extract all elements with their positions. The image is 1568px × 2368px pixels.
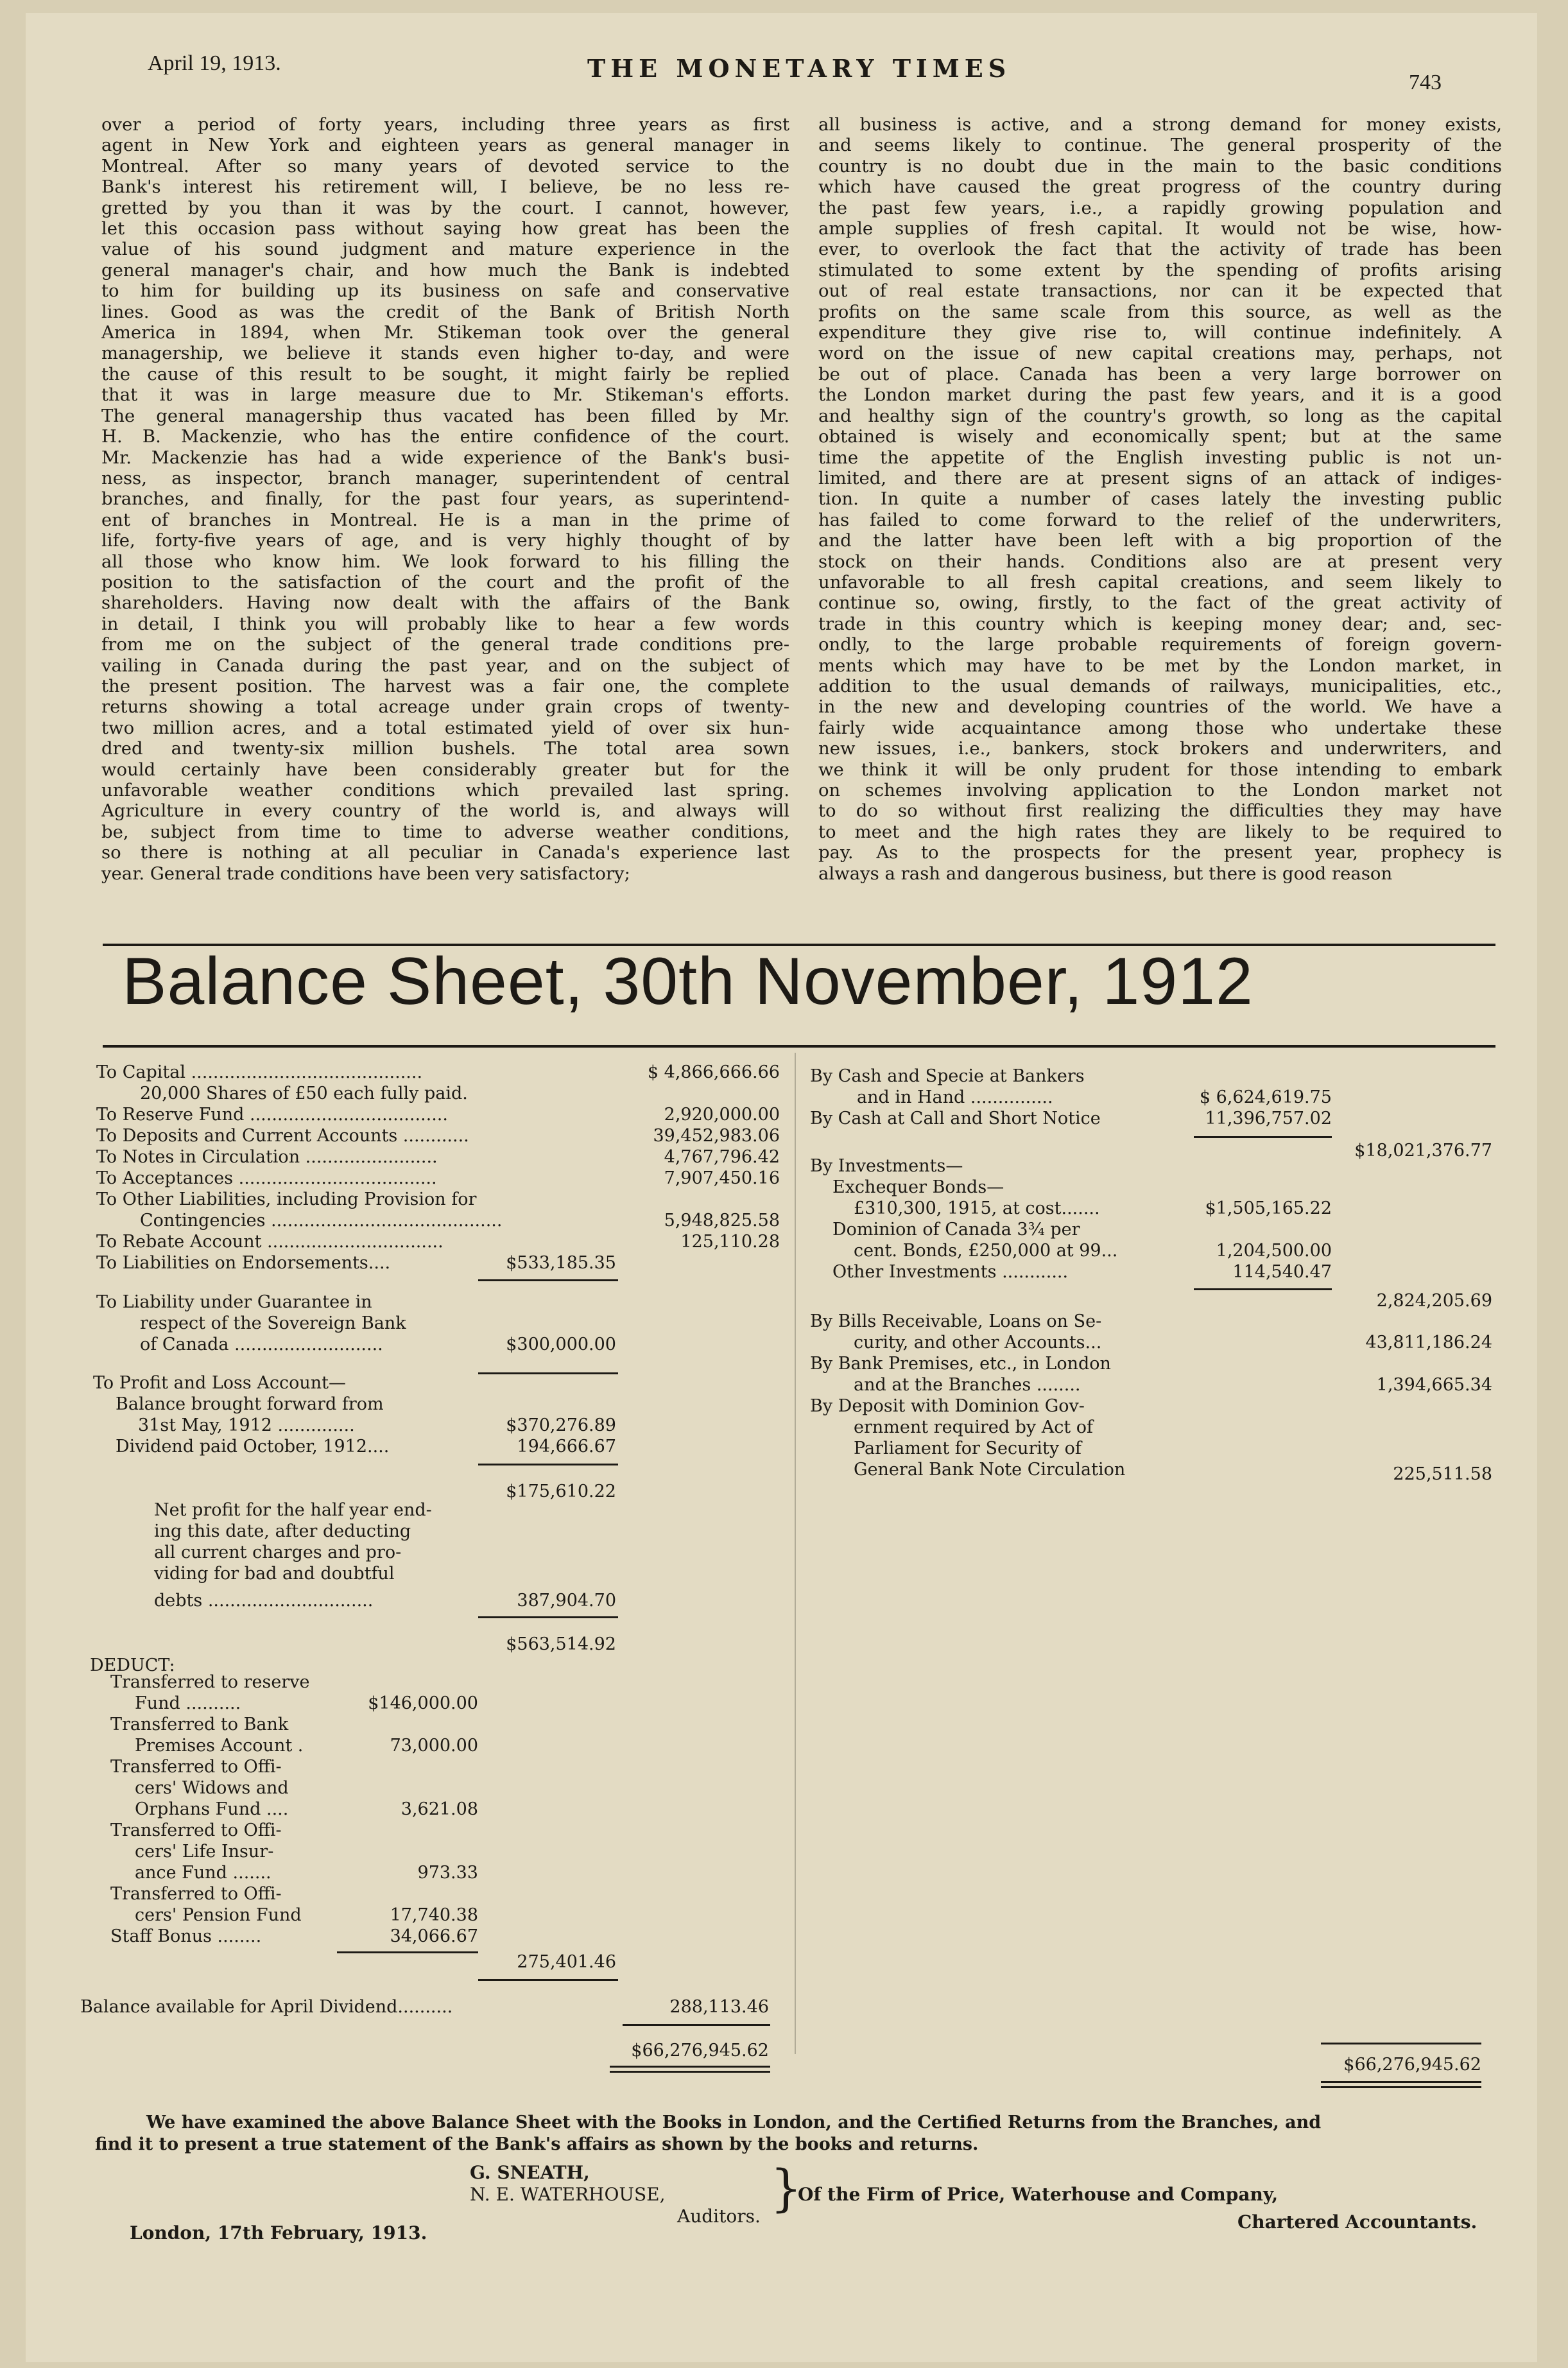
deduct-widows-label: Transferred to Offi- — [110, 1757, 282, 1777]
deduct-life-label-2: cers' Life Insur- — [135, 1842, 274, 1862]
article-line: so there is nothing at all peculiar in Canada's experience last — [101, 842, 789, 863]
profit-loss-subtotal: $175,610.22 — [506, 1482, 616, 1501]
underline — [478, 1464, 618, 1465]
capital-label: To Capital .......................................... — [96, 1062, 423, 1082]
deduct-widows-value: 3,621.08 — [401, 1799, 478, 1819]
article-line: expenditure they give rise to, will continue indefinitely. A — [818, 322, 1502, 343]
double-underline — [1321, 2086, 1481, 2088]
guarantee-label-2: respect of the Sovereign Bank — [140, 1313, 406, 1333]
article-left-column — [101, 114, 789, 884]
underline — [478, 1616, 618, 1618]
underline — [1194, 1136, 1332, 1138]
article-line: unfavorable weather conditions which prevailed last spring. — [101, 780, 789, 800]
govt-deposit-label-4: General Bank Note Circulation — [854, 1460, 1126, 1480]
article-line: dred and twenty-six million bushels. The total area sown — [101, 738, 789, 759]
deduct-heading: DEDUCT: — [90, 1655, 175, 1675]
cash-specie-label-2: and in Hand ............... — [857, 1087, 1053, 1107]
article-line: shareholders. Having now dealt with the affairs of the Bank — [101, 592, 789, 614]
article-line: country is no doubt due in the main to the basic conditions — [818, 155, 1502, 177]
page-number: 743 — [1409, 71, 1442, 94]
firm-name: Of the Firm of Price, Waterhouse and Company, — [798, 2184, 1279, 2205]
bank-premises-label-2: and at the Branches ........ — [854, 1375, 1081, 1395]
article-line: lines. Good as was the credit of the Bank of British North — [101, 301, 789, 322]
balance-forward-label: Balance brought forward from — [116, 1394, 384, 1414]
deduct-premises-label: Transferred to Bank — [110, 1715, 289, 1734]
underline — [478, 1372, 618, 1374]
deduct-reserve-label: Transferred to reserve — [110, 1672, 310, 1692]
acceptances-value: 7,907,450.16 — [664, 1168, 780, 1188]
exchequer-value: $1,505,165.22 — [1205, 1198, 1332, 1218]
reserve-fund-value: 2,920,000.00 — [664, 1105, 780, 1125]
staff-bonus-value: 34,066.67 — [390, 1926, 478, 1946]
article-line: which have caused the great progress of the country during — [818, 177, 1502, 198]
article-line: out of real estate transactions, nor can it be expected that — [818, 281, 1502, 302]
article-line: stimulated to some extent by the spending of profits arising — [818, 259, 1502, 281]
govt-deposit-label: By Deposit with Dominion Gov- — [810, 1396, 1085, 1416]
assets-grand-total: $66,276,945.62 — [1343, 2055, 1481, 2075]
net-profit-label-1: Net profit for the half year end- — [154, 1500, 432, 1520]
balance-forward-value: $370,276.89 — [506, 1415, 616, 1435]
article-line: let this occasion pass without saying how great has been the — [101, 218, 789, 239]
deduct-widows-label-3: Orphans Fund .... — [135, 1799, 289, 1819]
endorsements-value: $533,185.35 — [506, 1253, 616, 1273]
article-line: fairly wide acquaintance among those who undertake these — [818, 717, 1502, 738]
deduct-pension-label-2: cers' Pension Fund — [135, 1905, 302, 1925]
article-line: the past few years, i.e., a rapidly growing population and — [818, 197, 1502, 218]
rebate-label: To Rebate Account ................................ — [96, 1232, 444, 1252]
article-line: all business is active, and a strong demand for money exists, — [818, 114, 1502, 135]
other-investments-label: Other Investments ............ — [832, 1262, 1069, 1282]
deduct-reserve-label-2: Fund .......... — [135, 1693, 241, 1713]
article-line: all those who know him. We look forward to his filling the — [101, 551, 789, 572]
cash-call-value: 11,396,757.02 — [1205, 1109, 1332, 1128]
deposits-value: 39,452,983.06 — [653, 1126, 780, 1146]
brace: } — [770, 2160, 802, 2218]
bank-premises-value: 1,394,665.34 — [1376, 1375, 1492, 1395]
article-line: we think it will be only prudent for those intending to embark — [818, 759, 1502, 780]
article-line: be out of place. Canada has been a very large borrower on — [818, 363, 1502, 385]
exchequer-detail: £310,300, 1915, at cost....... — [854, 1198, 1100, 1218]
net-total-value: $563,514.92 — [506, 1634, 616, 1654]
govt-deposit-label-2: ernment required by Act of — [854, 1417, 1094, 1437]
net-profit-label-4: viding for bad and doubtful — [154, 1564, 395, 1584]
deduct-premises-value: 73,000.00 — [390, 1736, 478, 1756]
article-line: trade in this country which is keeping money dear; and, sec- — [818, 613, 1502, 634]
rebate-value: 125,110.28 — [680, 1232, 780, 1252]
shares-note: 20,000 Shares of £50 each fully paid. — [140, 1084, 468, 1103]
other-liabilities-label: To Other Liabilities, including Provision for — [96, 1189, 477, 1209]
deduct-pension-value: 17,740.38 — [390, 1905, 478, 1925]
article-line: life, forty-five years of age, and is very highly thought of by — [101, 530, 789, 551]
bills-receivable-label-2: curity, and other Accounts... — [854, 1333, 1102, 1353]
deposits-label: To Deposits and Current Accounts ............ — [96, 1126, 469, 1146]
article-line: ondly, to the large probable requirements of foreign govern- — [818, 634, 1502, 655]
article-line: continue so, owing, firstly, to the fact of the great activity of — [818, 592, 1502, 614]
deduct-total-value: 275,401.46 — [517, 1952, 616, 1972]
underline — [1194, 1288, 1332, 1290]
exchequer-label: Exchequer Bonds— — [832, 1177, 1004, 1197]
double-underline — [610, 2071, 770, 2073]
cash-total-value: $18,021,376.77 — [1354, 1141, 1492, 1161]
article-line: the cause of this result to be sought, it might fairly be replied — [101, 363, 789, 385]
article-line: ness, as inspector, branch manager, superintendent of central — [101, 467, 789, 488]
underline — [478, 1279, 618, 1281]
guarantee-label-3: of Canada ........................... — [140, 1335, 383, 1354]
deduct-life-label: Transferred to Offi- — [110, 1820, 282, 1840]
net-profit-value: 387,904.70 — [517, 1591, 616, 1611]
underline — [337, 1951, 478, 1953]
govt-deposit-label-3: Parliament for Security of — [854, 1439, 1081, 1458]
other-liabilities-label-2: Contingencies .......................................... — [140, 1211, 503, 1231]
deduct-life-value: 973.33 — [417, 1863, 478, 1883]
article-line: The general managership thus vacated has been filled by Mr. — [101, 405, 789, 426]
auditors-label: Auditors. — [677, 2206, 761, 2227]
article-line: Mr. Mackenzie has had a wide experience of the Bank's busi- — [101, 447, 789, 468]
notes-label: To Notes in Circulation ........................ — [96, 1147, 438, 1167]
guarantee-label: To Liability under Guarantee in — [96, 1292, 372, 1312]
double-underline — [610, 2066, 770, 2068]
article-line: Montreal. After so many years of devoted service to the — [101, 155, 789, 177]
other-liabilities-value: 5,948,825.58 — [664, 1211, 780, 1231]
article-line: ever, to overlook the fact that the activity of trade has been — [818, 239, 1502, 260]
dominion-bonds-label: Dominion of Canada 3¾ per — [832, 1220, 1080, 1240]
balance-available-value: 288,113.46 — [669, 1997, 769, 2017]
article-line: and the latter have been left with a big proportion of the — [818, 530, 1502, 551]
article-line: from me on the subject of the general trade conditions pre- — [101, 634, 789, 655]
cash-specie-value: $ 6,624,619.75 — [1199, 1087, 1332, 1107]
double-underline — [1321, 2081, 1481, 2083]
audit-statement-1: We have examined the above Balance Sheet with the Books in London, and the Certified Returns from the Branches, and — [146, 2113, 1322, 2132]
net-profit-label-3: all current charges and pro- — [154, 1543, 402, 1562]
article-right-column — [818, 114, 1502, 884]
cash-specie-label: By Cash and Specie at Bankers — [810, 1066, 1085, 1086]
article-line: the present position. The harvest was a fair one, the complete — [101, 675, 789, 696]
article-line: on schemes involving application to the London market not — [818, 780, 1502, 800]
article-line: managership, we believe it stands even higher to-day, and were — [101, 343, 789, 364]
endorsements-label: To Liabilities on Endorsements.... — [96, 1253, 391, 1273]
article-line: in the new and developing countries of the world. We have a — [818, 696, 1502, 718]
article-line: that it was in large measure due to Mr. Stikeman's efforts. — [101, 385, 789, 406]
bills-receivable-value: 43,811,186.24 — [1365, 1333, 1492, 1353]
reserve-fund-label: To Reserve Fund .................................... — [96, 1105, 448, 1125]
dominion-bonds-value: 1,204,500.00 — [1216, 1241, 1332, 1261]
balance-sheet-title: Balance Sheet, 30th November, 1912 — [122, 944, 1254, 1019]
audit-statement-2: find it to present a true statement of the Bank's affairs as shown by the books and returns. — [95, 2134, 979, 2154]
article-line: new issues, i.e., bankers, stock brokers and underwriters, and — [818, 738, 1502, 759]
article-line: addition to the usual demands of railways, municipalities, etc., — [818, 675, 1502, 696]
article-line: Bank's interest his retirement will, I believe, be no less re- — [101, 177, 789, 198]
investments-total-value: 2,824,205.69 — [1376, 1291, 1492, 1311]
article-line: ent of branches in Montreal. He is a man in the prime of — [101, 509, 789, 530]
article-line: limited, and there are at present signs of an attack of indiges- — [818, 467, 1502, 488]
article-line: has failed to come forward to the relief of the underwriters, — [818, 509, 1502, 530]
cash-call-label: By Cash at Call and Short Notice — [810, 1109, 1101, 1128]
article-line: pay. As to the prospects for the present year, prophecy is — [818, 842, 1502, 863]
deduct-life-label-3: ance Fund ....... — [135, 1863, 271, 1883]
article-line: position to the satisfaction of the court and the profit of the — [101, 571, 789, 592]
article-line: general manager's chair, and how much the Bank is indebted — [101, 259, 789, 281]
article-line: two million acres, and a total estimated yield of over six hun- — [101, 717, 789, 738]
article-line: unfavorable to all fresh capital creations, and seem likely to — [818, 571, 1502, 592]
article-line: would certainly have been considerably greater but for the — [101, 759, 789, 780]
article-line: stock on their hands. Conditions also are at present very — [818, 551, 1502, 572]
article-line: agent in New York and eighteen years as general manager in — [101, 135, 789, 156]
article-line: to do so without first realizing the difficulties they may have — [818, 800, 1502, 822]
govt-deposit-value: 225,511.58 — [1393, 1464, 1492, 1484]
liabilities-grand-total: $66,276,945.62 — [631, 2041, 769, 2061]
article-line: be, subject from time to time to adverse weather conditions, — [101, 821, 789, 842]
dividend-paid-label: Dividend paid October, 1912.... — [116, 1437, 390, 1456]
bank-premises-label: By Bank Premises, etc., in London — [810, 1354, 1111, 1374]
article-line: the London market during the past few years, and it is a good — [818, 385, 1502, 406]
article-line: branches, and finally, for the past four years, as superintend- — [101, 488, 789, 510]
article-line: America in 1894, when Mr. Stikeman took over the general — [101, 322, 789, 343]
article-line: and healthy sign of the country's growth, so long as the capital — [818, 405, 1502, 426]
article-line: to meet and the high rates they are likely to be required to — [818, 821, 1502, 842]
article-line: vailing in Canada during the past year, and on the subject of — [101, 655, 789, 676]
underline — [623, 2024, 770, 2026]
balance-forward-date: 31st May, 1912 .............. — [138, 1415, 355, 1435]
bills-receivable-label: By Bills Receivable, Loans on Se- — [810, 1311, 1102, 1331]
underline — [1321, 2043, 1481, 2044]
firm-title: Chartered Accountants. — [1237, 2211, 1478, 2233]
notes-value: 4,767,796.42 — [664, 1147, 780, 1167]
capital-value: $ 4,866,666.66 — [647, 1062, 780, 1082]
article-line: H. B. Mackenzie, who has the entire confidence of the court. — [101, 426, 789, 447]
article-line: gretted by you than it was by the court. I cannot, however, — [101, 197, 789, 218]
deduct-pension-label: Transferred to Offi- — [110, 1884, 282, 1904]
article-line: obtained is wisely and economically spent; but at the same — [818, 426, 1502, 447]
profit-loss-label: To Profit and Loss Account— — [93, 1373, 346, 1393]
article-line: tion. In quite a number of cases lately the investing public — [818, 488, 1502, 510]
article-line: always a rash and dangerous business, but there is good reason — [818, 863, 1393, 884]
auditor-waterhouse: N. E. WATERHOUSE, — [470, 2184, 666, 2205]
article-line: profits on the same scale from this source, as well as the — [818, 301, 1502, 322]
article-line: word on the issue of new capital creations may, perhaps, not — [818, 343, 1502, 364]
net-profit-label-5: debts .............................. — [154, 1591, 374, 1611]
section-rule-bottom — [103, 1045, 1495, 1048]
dominion-bonds-label-2: cent. Bonds, £250,000 at 99... — [854, 1241, 1118, 1261]
article-line: and seems likely to continue. The general prosperity of the — [818, 135, 1502, 156]
dividend-paid-value: 194,666.67 — [517, 1437, 616, 1456]
article-line: ample supplies of fresh capital. It would not be wise, how- — [818, 218, 1502, 239]
article-line: over a period of forty years, including three years as first — [101, 114, 789, 135]
article-line: returns showing a total acreage under grain crops of twenty- — [101, 696, 789, 718]
issue-date: April 19, 1913. — [148, 51, 281, 75]
deduct-widows-label-2: cers' Widows and — [135, 1778, 289, 1798]
net-profit-label-2: ing this date, after deducting — [154, 1521, 411, 1541]
column-separator — [795, 1053, 796, 2054]
guarantee-value: $300,000.00 — [506, 1335, 616, 1354]
article-line: value of his sound judgment and mature experience in the — [101, 239, 789, 260]
article-line: year. General trade conditions have been very satisfactory; — [101, 863, 630, 884]
article-line: Agriculture in every country of the world is, and always will — [101, 800, 789, 822]
investments-label: By Investments— — [810, 1156, 963, 1176]
article-line: time the appetite of the English investing public is not un- — [818, 447, 1502, 468]
acceptances-label: To Acceptances .................................... — [96, 1168, 437, 1188]
article-line: to him for building up its business on safe and conservative — [101, 281, 789, 302]
article-line: ments which may have to be met by the London market, in — [818, 655, 1502, 676]
other-investments-value: 114,540.47 — [1232, 1262, 1332, 1282]
article-line: in detail, I think you will probably like to hear a few words — [101, 613, 789, 634]
underline — [478, 1979, 618, 1981]
place-date: London, 17th February, 1913. — [130, 2222, 427, 2243]
balance-available-label: Balance available for April Dividend.......... — [80, 1997, 453, 2017]
auditor-sneath: G. SNEATH, — [470, 2162, 590, 2183]
staff-bonus-label: Staff Bonus ........ — [110, 1926, 262, 1946]
publication-title: THE MONETARY TIMES — [587, 54, 1012, 83]
deduct-reserve-value: $146,000.00 — [368, 1693, 478, 1713]
deduct-premises-label-2: Premises Account . — [135, 1736, 304, 1756]
